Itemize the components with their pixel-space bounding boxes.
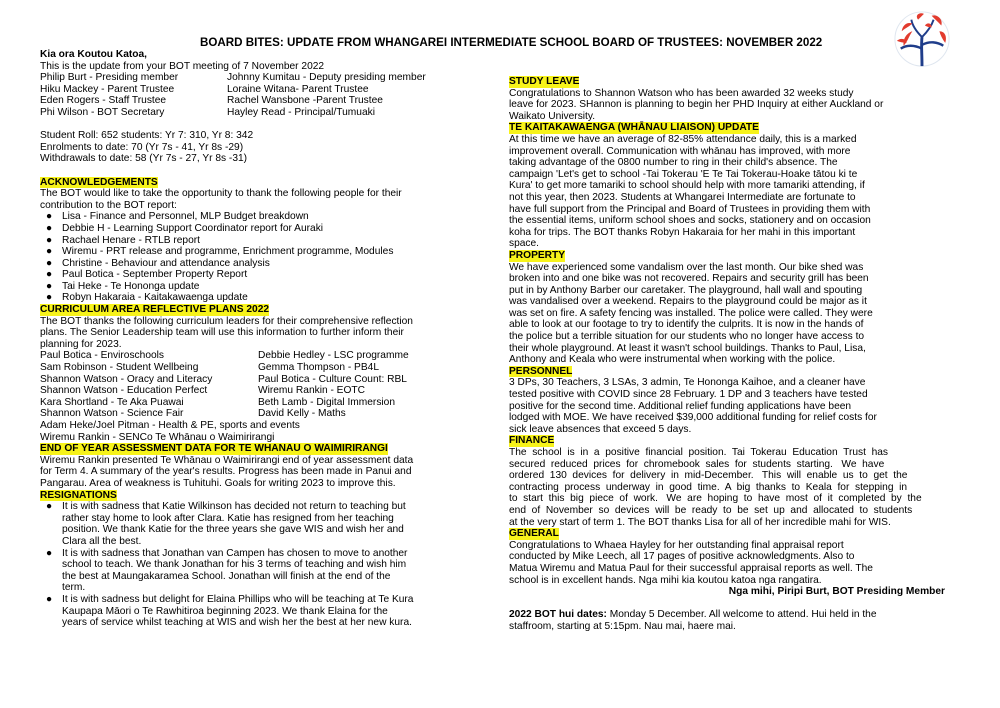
leader-row: Shannon Watson - Education Perfect Wiremu Rankin - EOTC [40,385,365,397]
paragraph-line: The BOT would like to take the opportunity to thank the following people for their [40,188,402,200]
leader-row: Sam Robinson - Student Wellbeing Gemma Thompson - PB4L [40,362,379,374]
section-heading-acknowledgements: ACKNOWLEDGEMENTS [40,176,158,188]
paragraph-line: sick leave absences that exceed 5 days. [509,423,692,435]
paragraph-line: was vandalised over a weekend. Repairs to the playground could be major as it [509,296,867,308]
leader-row: Shannon Watson - Science Fair David Kelly - Maths [40,408,346,420]
list-item: ● Tai Heke - Te Hononga update [46,280,200,292]
list-item: ● Christine - Behaviour and attendance analysis [46,257,270,269]
paragraph-line: school is in excellent hands. Nga mihi kia koutou katoa nga rangatira. [509,574,822,586]
paragraph-line: Anthony and Keala who were instrumental when working with the police. [509,354,836,366]
ack-list [40,211,472,304]
paragraph-line: taking advantage of the 0800 number to ring in their child's absence. The [509,157,838,169]
section-heading-whanau-liaison: TE KAITAKAWAENGA (WHĀNAU LIAISON) UPDATE [509,122,759,134]
list-item: ● Robyn Hakaraia - Kaitakawaenga update [46,292,248,304]
paragraph-line: Pangarau. Area of weakness is Tuhituhi. Goals for writing 2023 to improve this. [40,477,396,489]
paragraph-line: The school is in a positive financial position. Tai Tokerau Education Trust has [509,447,889,458]
paragraph-line: for Term 4. A summary of the year's results. Progress has been made in Panui and [40,466,412,478]
paragraph-line: the essential items, uniform school shoes and socks, stationery and on occasion [509,215,871,227]
member-row: Philip Burt - Presiding member Johnny Kumitau - Deputy presiding member [40,72,426,84]
paragraph-line: not this year, then 2023. Students at Whangarei Intermediate are fortunate to [509,191,856,203]
left-column [40,49,472,629]
stats-line: Withdrawals to date: 58 (Yr 7s - 27, Yr 8s -31) [40,153,248,165]
member-row: Phi Wilson - BOT Secretary Hayley Read - Principal/Tumuaki [40,106,375,118]
paragraph-line: leave for 2023. SHannon is planning to begin her PHD Inquiry at either Auckland or [509,99,884,111]
intro-text: This is the update from your BOT meeting of 7 November 2022 [40,60,325,72]
paragraph-line: ordered 130 devices for delivery in mid-December. This will enable us to get the [509,470,908,482]
section-heading-eoy-assessment: END OF YEAR ASSESSMENT DATA FOR TE WHANAU O WAIMIRIRANGI [40,443,388,455]
right-column [509,76,945,633]
paragraph-line: Wiremu Rankin presented Te Whānau o Waimirirangi end of year assessment data [40,454,414,466]
list-item: ● Debbie H - Learning Support Coordinator report for Auraki [46,222,324,234]
page-title: BOARD BITES: UPDATE FROM WHANGAREI INTERMEDIATE SCHOOL BOARD OF TRUSTEES: NOVEMBER 2022 [200,36,823,49]
greeting: Kia ora Koutou Katoa, [40,49,147,60]
paragraph-line: lodged with MOE. We have received $39,000 additional funding for relief costs for [509,412,877,424]
members-list [40,72,472,118]
signoff: Nga mihi, Piripi Burt, BOT Presiding Member [728,586,945,598]
paragraph-line: Congratulations to Whaea Hayley for her outstanding final appraisal report [509,539,844,551]
section-heading-study-leave: STUDY LEAVE [509,76,580,87]
paragraph-line: their whole playground. At least it wasn't school buildings. Thanks to Paul, Lisa, [509,342,866,354]
paragraph-line: able to look at our footage to try to identify the culprits. It is now in the hands of [509,319,864,331]
list-item: ● It is with sadness but delight for Elaina Phillips who will be teaching at Te Kura Kaupapa Māori o Te Rawhitiroa beginning 2023. We thank Elaina for the years of service whilst teaching at WIS and wish her the best at her new kura. [46,593,414,629]
list-item: ● Wiremu - PRT release and programme, Enrichment programme, Modules [46,246,394,258]
hui-dates [509,609,945,621]
leader-row: Wiremu Rankin - SENCo Te Whānau o Waimirirangi [40,431,275,443]
list-item: ● Rachael Henare - RTLB report [46,234,200,246]
paragraph-line: put in by Anthony Barber our caretaker. The playground, hall wall and spouting [509,284,863,296]
section-heading-resignations: RESIGNATIONS [40,489,117,501]
section-heading-curriculum: CURRICULUM AREA REFLECTIVE PLANS 2022 [40,304,270,316]
paragraph-line: at the very start of term 1. The BOT thanks Lisa for all of her incredible mahi for WIS. [509,516,891,528]
curriculum-leaders [40,350,472,443]
paragraph-line: conducted by Mike Leech, all 17 pages of positive acknowledgments. Also to [509,551,855,563]
section-heading-finance: FINANCE [509,435,555,447]
paragraph-line: staffroom, starting at 5:15pm. Nau mai, haere mai. [509,620,736,632]
paragraph-line: At this time we have an average of 82-85% attendance daily, this is a marked [509,133,857,145]
stats-line: Student Roll: 652 students: Yr 7: 310, Yr 8: 342 [40,130,254,142]
paragraph-line: secured reduced prices for chromebook sales for students starting. We have [509,458,885,470]
leader-row: Adam Heke/Joel Pitman - Health & PE, sports and events [40,420,300,431]
list-item: ● Lisa - Finance and Personnel, MLP Budget breakdown [46,211,309,223]
member-row: Eden Rogers - Staff Trustee Rachel Wansbone -Parent Trustee [40,95,383,107]
list-item: ● It is with sadness that Jonathan van Campen has chosen to move to another school to teach. We thank Jonathan for his 3 terms of teaching and wish him the best at Maungakaramea School. Jonathan will finish at the end of the term. [46,547,408,594]
paragraph-line: broken into and one bike was not recovered. Repairs and security grill has been [509,273,869,285]
paragraph-line: Waikato University. [509,110,596,122]
paragraph-line: koha for trips. The BOT thanks Robyn Hakaraia for her mahi in this important [509,226,856,238]
list-item: ● Paul Botica - September Property Report [46,269,248,281]
paragraph-line: planning for 2023. [40,338,122,350]
leader-row: Paul Botica - Enviroschools Debbie Hedley - LSC programme [40,350,409,362]
hui-text: Monday 5 December. All welcome to attend. Hui held in the [606,609,877,621]
paragraph-line: positive for the second time. Additional relief funding applications have been [509,400,852,412]
paragraph-line: improvement overall. Communication with whānau has improved, with more [509,145,851,157]
leader-row: Kara Shortland - Te Aka Puawai Beth Lamb - Digital Immersion [40,396,396,408]
paragraph-line: Kura' to get more tamariki to school should help with more tamariki attending, if [509,180,865,192]
paragraph-line: end of November so devices will be ready to be set up and allocated to students [509,504,913,516]
member-row: Hiku Mackey - Parent Trustee Loraine Witana- Parent Trustee [40,83,369,95]
leader-row: Shannon Watson - Oracy and Literacy Paul Botica - Culture Count: RBL [40,373,407,385]
paragraph-line: space. [509,238,540,250]
hui-label: 2022 BOT hui dates: [509,609,607,621]
list-item: ● It is with sadness that Katie Wilkinson has decided not return to teaching but rather stay home to look after Clara. Katie has resigned from her teaching position. We thank Katie for the three years she gave WIS and wish her and Clara all the best. [46,501,406,547]
paragraph-line: The BOT thanks the following curriculum leaders for their comprehensive reflection [40,315,413,327]
section-heading-personnel: PERSONNEL [509,365,573,377]
paragraph-line: plans. The Senior Leadership team will use this information to further inform their [40,327,404,339]
paragraph-line: tested positive with COVID since 28 February. 1 DP and 3 teachers have tested [509,389,868,401]
paragraph-line: campaign 'Let's get to school -Tai Tokerau 'E Te Tai Tokerau-Hoake tātou ki te [509,168,858,180]
paragraph-line: was set on fire. A safety fencing was installed. The police were called. They were [509,307,873,319]
paragraph-line: have full support from the Principal and Board of Trustees in providing them with [509,203,871,215]
stats-line: Enrolments to date: 70 (Yr 7s - 41, Yr 8s -29) [40,141,244,153]
paragraph-line: 3 DPs, 30 Teachers, 3 LSAs, 3 admin, Te Hononga Kaihoe, and a cleaner have [509,377,866,389]
resignations-list [40,501,472,629]
section-heading-general: GENERAL [509,528,559,540]
paragraph-line: to start this big piece of work. We are hoping to have most of it completed by the [509,493,922,505]
pohutukawa-logo-icon [893,10,951,68]
paragraph-line: contracting process underway in good time. A big thanks to Keala for stepping in [509,481,908,493]
paragraph-line: We have experienced some vandalism over the last month. Our bike shed was [509,261,864,273]
section-heading-property: PROPERTY [509,249,566,261]
paragraph-line: the police but a terrible situation for our students who no longer have access to [509,331,865,343]
paragraph-line: Congratulations to Shannon Watson who has been awarded 32 weeks study [509,87,854,99]
paragraph-line: contribution to the BOT report: [40,199,177,211]
paragraph-line: Matua Wiremu and Matua Paul for their successful appraisal reports as well. The [509,562,873,574]
